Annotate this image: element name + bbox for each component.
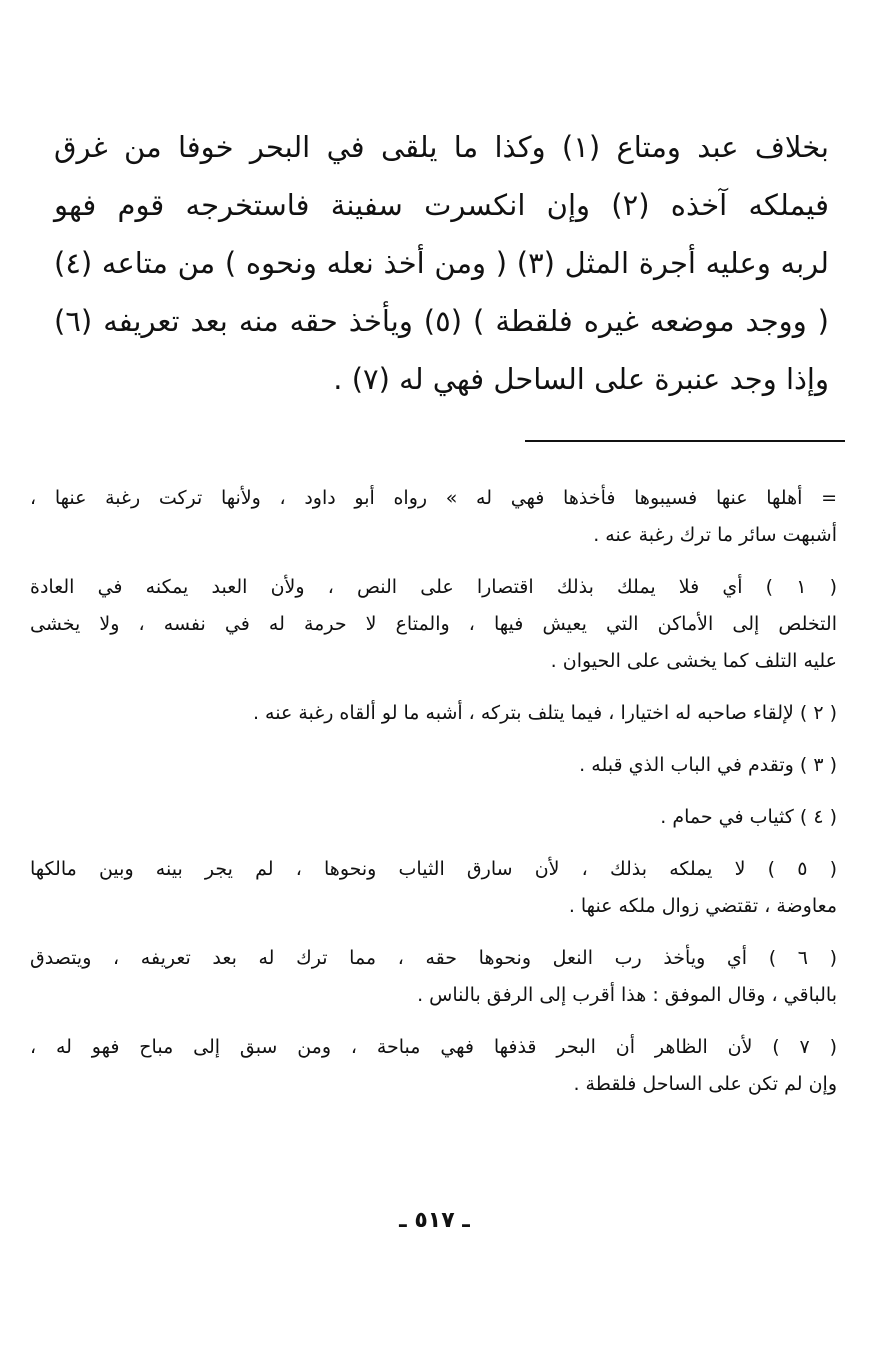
footnote-line: وإن لم تكن على الساحل فلقطة . (573, 1073, 837, 1095)
footnote-3 (30, 747, 837, 784)
main-text-line: وإذا وجد عنبرة على الساحل فهي له (٧) . (333, 362, 829, 396)
footnote-4 (30, 799, 837, 836)
footnote-continuation (30, 480, 837, 554)
footnote-line: بالباقي ، وقال الموفق : هذا أقرب إلى الرفق بالناس . (417, 984, 837, 1006)
footnote-line: أشبهت سائر ما ترك رغبة عنه . (593, 524, 837, 546)
footnote-line: التخلص إلى الأماكن التي يعيش فيها ، والمتاع لا حرمة له في نفسه ، ولا يخشى (30, 613, 837, 635)
main-text-block (54, 118, 829, 408)
footnotes-section (30, 480, 837, 1118)
footnote-line: = أهلها عنها فسيبوها فأخذها فهي له » رواه أبو داود ، ولأنها تركت رغبة عنها ، (30, 487, 837, 509)
footnote-line: ( ٥ ) لا يملكه بذلك ، لأن سارق الثياب ونحوها ، لم يجر بينه وبين مالكها (30, 858, 837, 880)
footnote-line: ( ٣ ) وتقدم في الباب الذي قبله . (579, 754, 837, 776)
footnote-line: ( ٢ ) لإلقاء صاحبه له اختيارا ، فيما يتلف بتركه ، أشبه ما لو ألقاه رغبة عنه . (252, 702, 837, 724)
footnote-2 (30, 695, 837, 732)
main-text-line: فيملكه آخذه (٢) وإن انكسرت سفينة فاستخرجه قوم فهو (54, 188, 829, 222)
footnote-line: معاوضة ، تقتضي زوال ملكه عنها . (568, 895, 837, 917)
footnote-line: ( ٧ ) لأن الظاهر أن البحر قذفها فهي مباحة ، ومن سبق إلى مباح فهو له ، (30, 1036, 837, 1058)
main-text-line: بخلاف عبد ومتاع (١) وكذا ما يلقى في البحر خوفا من غرق (54, 130, 829, 164)
main-text-line: ( ووجد موضعه غيره فلقطة ) (٥) ويأخذ حقه منه بعد تعريفه (٦) (54, 304, 829, 338)
footnote-line: عليه التلف كما يخشى على الحيوان . (550, 650, 837, 672)
main-text-line: لربه وعليه أجرة المثل (٣) ( ومن أخذ نعله ونحوه ) من متاعه (٤) (54, 246, 829, 280)
footnote-1 (30, 569, 837, 680)
footnote-7 (30, 1029, 837, 1103)
footnote-line: ( ١ ) أي فلا يملك بذلك اقتصارا على النص ، ولأن العبد يمكنه في العادة (30, 576, 837, 598)
footnote-divider (525, 440, 845, 442)
footnote-5 (30, 851, 837, 925)
footnote-6 (30, 940, 837, 1014)
page-number: ـ ٥١٧ ـ (399, 1208, 470, 1233)
footnote-line: ( ٤ ) كثياب في حمام . (660, 806, 837, 828)
footnote-line: ( ٦ ) أي ويأخذ رب النعل ونحوها حقه ، مما ترك له بعد تعريفه ، ويتصدق (30, 947, 837, 969)
